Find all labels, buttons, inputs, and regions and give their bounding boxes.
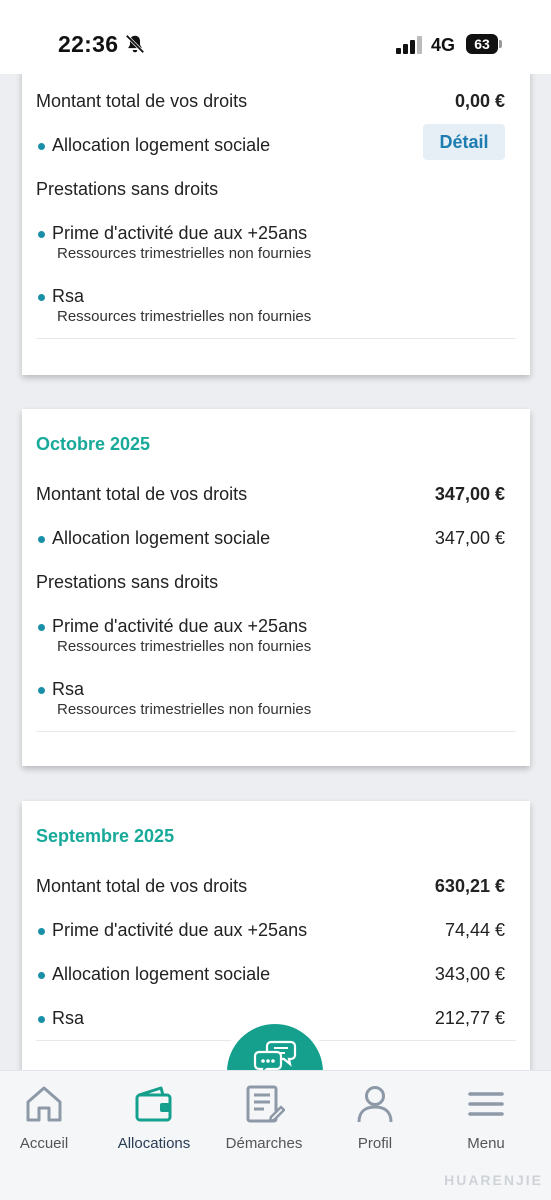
right-item-label: Rsa [52, 1008, 85, 1028]
nav-item-accueil[interactable] [0, 1071, 99, 1171]
right-item-label: Allocation logement sociale [52, 528, 271, 548]
section-label: Prestations sans droits [36, 572, 219, 592]
bullet-dot [38, 687, 45, 694]
bullet-dot [38, 143, 45, 150]
detail-button[interactable]: Détail [423, 124, 505, 160]
user-icon [354, 1083, 396, 1125]
total-value: 630,21 € [434, 876, 505, 896]
nav-item-menu[interactable] [431, 1071, 541, 1171]
right-item-value: 74,44 € [444, 920, 505, 940]
bullet-dot [38, 536, 45, 543]
right-item-label: Allocation logement sociale [52, 964, 271, 984]
no-right-item-label: Rsa [52, 679, 85, 699]
nav-label: Accueil [19, 1135, 69, 1152]
right-item-value: 347,00 € [434, 528, 505, 548]
status-time: 22:36 [58, 31, 119, 57]
bottom-nav [0, 1070, 551, 1200]
bell-muted-icon [124, 33, 146, 55]
total-value: 0,00 € [454, 91, 505, 111]
right-item-label: Prime d'activité due aux +25ans [52, 920, 308, 940]
status-bar [0, 0, 551, 74]
section-label: Prestations sans droits [36, 179, 219, 199]
right-item-value: 343,00 € [434, 964, 505, 984]
bullet-dot [38, 1016, 45, 1023]
battery-level: 63 [466, 34, 498, 54]
signal-icon [396, 36, 422, 54]
battery-icon [466, 34, 502, 54]
right-item-value: 212,77 € [434, 1008, 505, 1028]
month-card-october [22, 409, 530, 766]
allocations-list[interactable] [0, 74, 551, 1070]
bullet-dot [38, 972, 45, 979]
bullet-dot [38, 928, 45, 935]
no-right-item-note: Ressources trimestrielles non fournies [57, 701, 312, 718]
home-icon [23, 1083, 65, 1125]
nav-item-allocations[interactable] [99, 1071, 209, 1171]
no-right-item-label: Rsa [52, 286, 85, 306]
nav-item-profil[interactable] [320, 1071, 430, 1171]
total-value: 347,00 € [434, 484, 505, 504]
total-label: Montant total de vos droits [36, 876, 248, 896]
network-label: 4G [431, 35, 456, 55]
nav-label: Allocations [117, 1135, 191, 1152]
no-right-item-note: Ressources trimestrielles non fournies [57, 245, 312, 262]
bullet-dot [38, 624, 45, 631]
nav-item-demarches[interactable] [209, 1071, 319, 1171]
wallet-icon [133, 1083, 175, 1125]
right-item-label: Allocation logement sociale [52, 135, 271, 155]
divider [36, 338, 516, 339]
nav-label: Démarches [225, 1135, 303, 1152]
bullet-dot [38, 294, 45, 301]
nav-label: Profil [357, 1135, 393, 1152]
month-card-partial [22, 74, 530, 375]
document-icon [243, 1083, 285, 1125]
no-right-item-label: Prime d'activité due aux +25ans [52, 616, 308, 636]
total-label: Montant total de vos droits [36, 484, 248, 504]
no-right-item-label: Prime d'activité due aux +25ans [52, 223, 308, 243]
watermark: HUARENJIE [444, 1172, 543, 1188]
bullet-dot [38, 231, 45, 238]
nav-label: Menu [467, 1135, 505, 1152]
month-title: Septembre 2025 [36, 826, 175, 846]
divider [36, 731, 516, 732]
no-right-item-note: Ressources trimestrielles non fournies [57, 638, 312, 655]
month-title: Octobre 2025 [36, 434, 151, 454]
total-label: Montant total de vos droits [36, 91, 248, 111]
menu-icon [465, 1083, 507, 1125]
no-right-item-note: Ressources trimestrielles non fournies [57, 308, 312, 325]
